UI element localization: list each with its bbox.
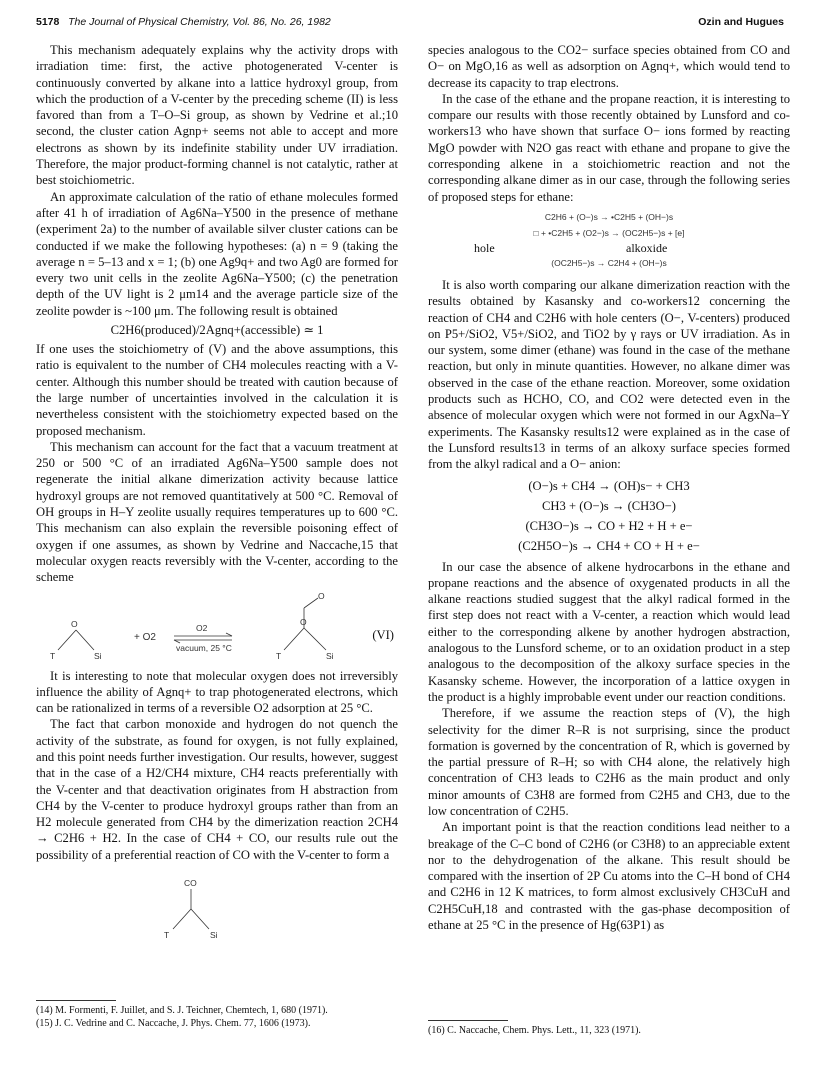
page-header <box>36 16 784 32</box>
right-column <box>428 42 790 1042</box>
atom-t: T <box>276 650 282 661</box>
footnotes-right <box>428 1020 790 1038</box>
label-alkoxide: alkoxide <box>626 240 668 255</box>
paragraph: species analogous to the CO2− surface species obtained from CO and O− on MgO,16 as well as adsorption on Agnq+, which would tend to decrease its capacity to trap electrons. <box>428 43 790 90</box>
paragraph: This mechanism adequately explains why the activity drops with irradiation time: first, the active photogenerated V-center is continuously converted by alkane into a lattice hydroxyl group, from which the production of a V-center by the preceding scheme (II) is less favored than from a T–O–Si group, as shown by Vedrine et al.;10 second, the cluster cation Agnp+ seems not able to accept and more electrons as shown by its indefinite stability under UV irradiation. Therefore, the major product-forming channel is not catalytic, rather at best stoichiometric. <box>36 43 398 188</box>
atom-si: Si <box>94 650 102 661</box>
equation-a: (O−)s + CH4 → (OH)s− + CH3 <box>528 478 690 493</box>
step-1: C2H6 + (O−)s → •C2H5 + (OH−)s <box>544 211 674 222</box>
paragraph: It is also worth comparing our alkane dimerization reaction with the results obtained by Kasansky and co-workers12 concerning the reaction of CH4 and C2H6 with hole centers (O−, V-centers) produced on P5+/SiO2, V5+/SiO2, and TiO2 by γ rays or UV irradiation. As in our system, some dimer (ethane) was found in the case of the methane reaction, but only in minute quantities. However, no alkane dimer was observed in the case of the ethane reaction. Moreover, some oxidation products such as HCHO, CO, and CO2 were detected even in the absence of molecular oxygen which were not formed in our AgxNa–Y experiments. The Kasansky results12 were explained as in the case of the Lunsford results13 in terms of an alkoxy surface species formed from the alkyl radical and a O− anion: <box>428 277 790 472</box>
step-labels <box>428 241 790 255</box>
plus-o2: + O2 <box>134 631 156 643</box>
atom-o: O <box>300 616 307 627</box>
paragraph: Therefore, if we assume the reaction steps of (V), the high selectivity for the dimer R–R is not surprising, since the product formation is governed by the concentration of R, which is governed by the partial pressure of R–H; so with CH4 alone, the relatively high concentration of CH3 leads to C2H6 as the main product and only minor amounts of C3H8 are formed from C2H5 and CH3, due to the low concentration of C2H5. <box>428 706 790 818</box>
atom-o: O <box>318 590 325 601</box>
paragraph: An approximate calculation of the ratio of ethane molecules formed after 41 h of irradiation of Ag6Na–Y500 in the presence of methane (experiment 2a) to the number of available silver cluster cations can be conducted if we make the following hypotheses: (a) n = 9 (taking the average n = 5–13 and x = 1; (b) one Ag9q+ and two Ag0 are formed for every two unit cells in the zeolite Ag6Na–Y500; (c) the penetration depth of the UV light is 2 μm14 and the average particle size of the zeolite powder is ~100 μm. The following result is obtained <box>36 189 398 318</box>
paragraph: It is interesting to note that molecular oxygen does not irreversibly influence the ability of Agnq+ to trap photogenerated electrons, which can be rationalized in terms of a reversible O2 adsorption at 25 °C. <box>36 668 398 716</box>
paragraph: The fact that carbon monoxide and hydrogen do not quench the activity of the substrate, as found for oxygen, is not fully explained, and this point needs further investigation. Our results, however, suggest that in the case of a H2/CH4 mixture, CH4 reacts preferentially with the V-center and that deactivation originates from H abstraction from CH4 by the V-center to produce hydroxyl groups rather than from an H2 molecule generated from CH4 by the dimerization reaction 2CH4 → C2H6 + H2. In the case of CH4 + CO, our results rule out the possibility of a preferential reaction of CO with the V-center to form a <box>36 717 398 862</box>
paragraph: In our case the absence of alkene hydrocarbons in the ethane and propane reactions and the absence of oxygenated products in all the alkane reactions studied suggest that the alkyl radical formed in the first step does not react with a V-center, a reaction which would lead either to the corresponding alkene by another hydrogen abstraction, analogous to the Lunsford scheme, or to an oxidation product in a step analogous to the decomposition of the alkoxy surface species in the Kasansky scheme. However, the incorporation of a lattice oxygen in the product is a highly improbable event under our reaction conditions. <box>428 559 790 704</box>
scheme-vi <box>36 590 398 664</box>
step-3: (OC2H5−)s → C2H4 + (OH−)s <box>551 257 667 268</box>
lunsford-steps <box>428 209 790 271</box>
header-left <box>36 16 331 28</box>
atom-si: Si <box>210 930 218 941</box>
scheme-label: (VI) <box>372 627 394 642</box>
equation-d: (C2H5O−)s → CH4 + CO + H + e− <box>518 538 700 553</box>
label-hole: hole <box>474 240 495 255</box>
atom-co: CO <box>184 878 197 889</box>
footnote-rule <box>428 1020 508 1021</box>
left-column <box>36 42 398 1042</box>
footnote-14: (14) M. Formenti, F. Juillet, and S. J. Teichner, Chemtech, 1, 680 (1971). <box>36 1005 328 1016</box>
atom-t: T <box>50 650 56 661</box>
paragraph: In the case of the ethane and the propane reaction, it is interesting to compare our results with those recently obtained by Lunsford and co-workers13 who have shown that surface O− ions formed by reacting MgO powder with N2O gas react with ethane and propane to give the corresponding alkene in a stoichiometric reaction and not the corresponding alkane dimer as in our case, through the following series of proposed steps for ethane: <box>428 91 790 204</box>
arrow-reagent: O2 <box>196 622 208 633</box>
paragraph: This mechanism can account for the fact that a vacuum treatment at 250 or 500 °C of an irradiated Ag6Na–Y500 sample does not regenerate the initial alkane dimerization activity because lattice hydroxyl groups are not removed quantitatively at 500 °C. Removal of OH groups in H–Y zeolite usually requires temperatures up to 600 °C. This mechanism can also explain the reversible poisoning effect of oxygen if one assumes, as shown by Vedrine and Naccache,15 that molecular oxygen reacts reversibly with the V-center, according to the scheme <box>36 439 398 585</box>
equation-c: (CH3O−)s → CO + H2 + H + e− <box>525 518 693 533</box>
equation-b: CH3 + (O−)s → (CH3O−) <box>542 498 676 513</box>
paragraph: If one uses the stoichiometry of (V) and the above assumptions, this ratio is equivalent to the number of CH4 molecules reacting with a V-center. Although this number should be treated with caution because of the large number of uncertainties involved in the calculation it is nevertheless consistent with the stoichiometry expected based on the proposed mechanism. <box>36 342 398 438</box>
co-adsorbate-structure <box>36 869 398 939</box>
running-authors: Ozin and Hugues <box>698 16 784 28</box>
arrow-condition: vacuum, 25 °C <box>176 642 232 653</box>
paragraph: An important point is that the reaction conditions lead neither to a breakage of the C–C bond of C2H6 (or C3H8) to an appreciable extent nor to the dehydrogenation of the alkane. This result should be compared with the insertion of 2P Cu atoms into the C–H bond of CH4 and C2H6 in 12 K matrices, to form almost exclusively CH3CuH and C2H5CuH,18 and contrasted with the gas-phase decomposition of ethane at 25 °C in the presence of Hg(63P1) as <box>428 820 790 933</box>
atom-si: Si <box>326 650 334 661</box>
atom-o: O <box>71 618 78 629</box>
equation-ratio: C2H6(produced)/2Agnq+(accessible) ≃ 1 <box>110 323 324 338</box>
footnote-15: (15) J. C. Vedrine and C. Naccache, J. Phys. Chem. 77, 1606 (1973). <box>36 1017 311 1029</box>
footnote-16: (16) C. Naccache, Chem. Phys. Lett., 11, 323 (1971). <box>428 1025 641 1036</box>
step-2: □ + •C2H5 + (O2−)s → (OC2H5−)s + [e] <box>533 227 685 238</box>
kasansky-equations <box>428 477 790 555</box>
journal-citation: The Journal of Physical Chemistry, Vol. 86, No. 26, 1982 <box>68 16 331 28</box>
atom-t: T <box>164 930 170 941</box>
page-number: 5178 <box>36 16 60 28</box>
footnotes-left <box>36 1000 398 1030</box>
footnote-rule <box>36 1000 116 1001</box>
